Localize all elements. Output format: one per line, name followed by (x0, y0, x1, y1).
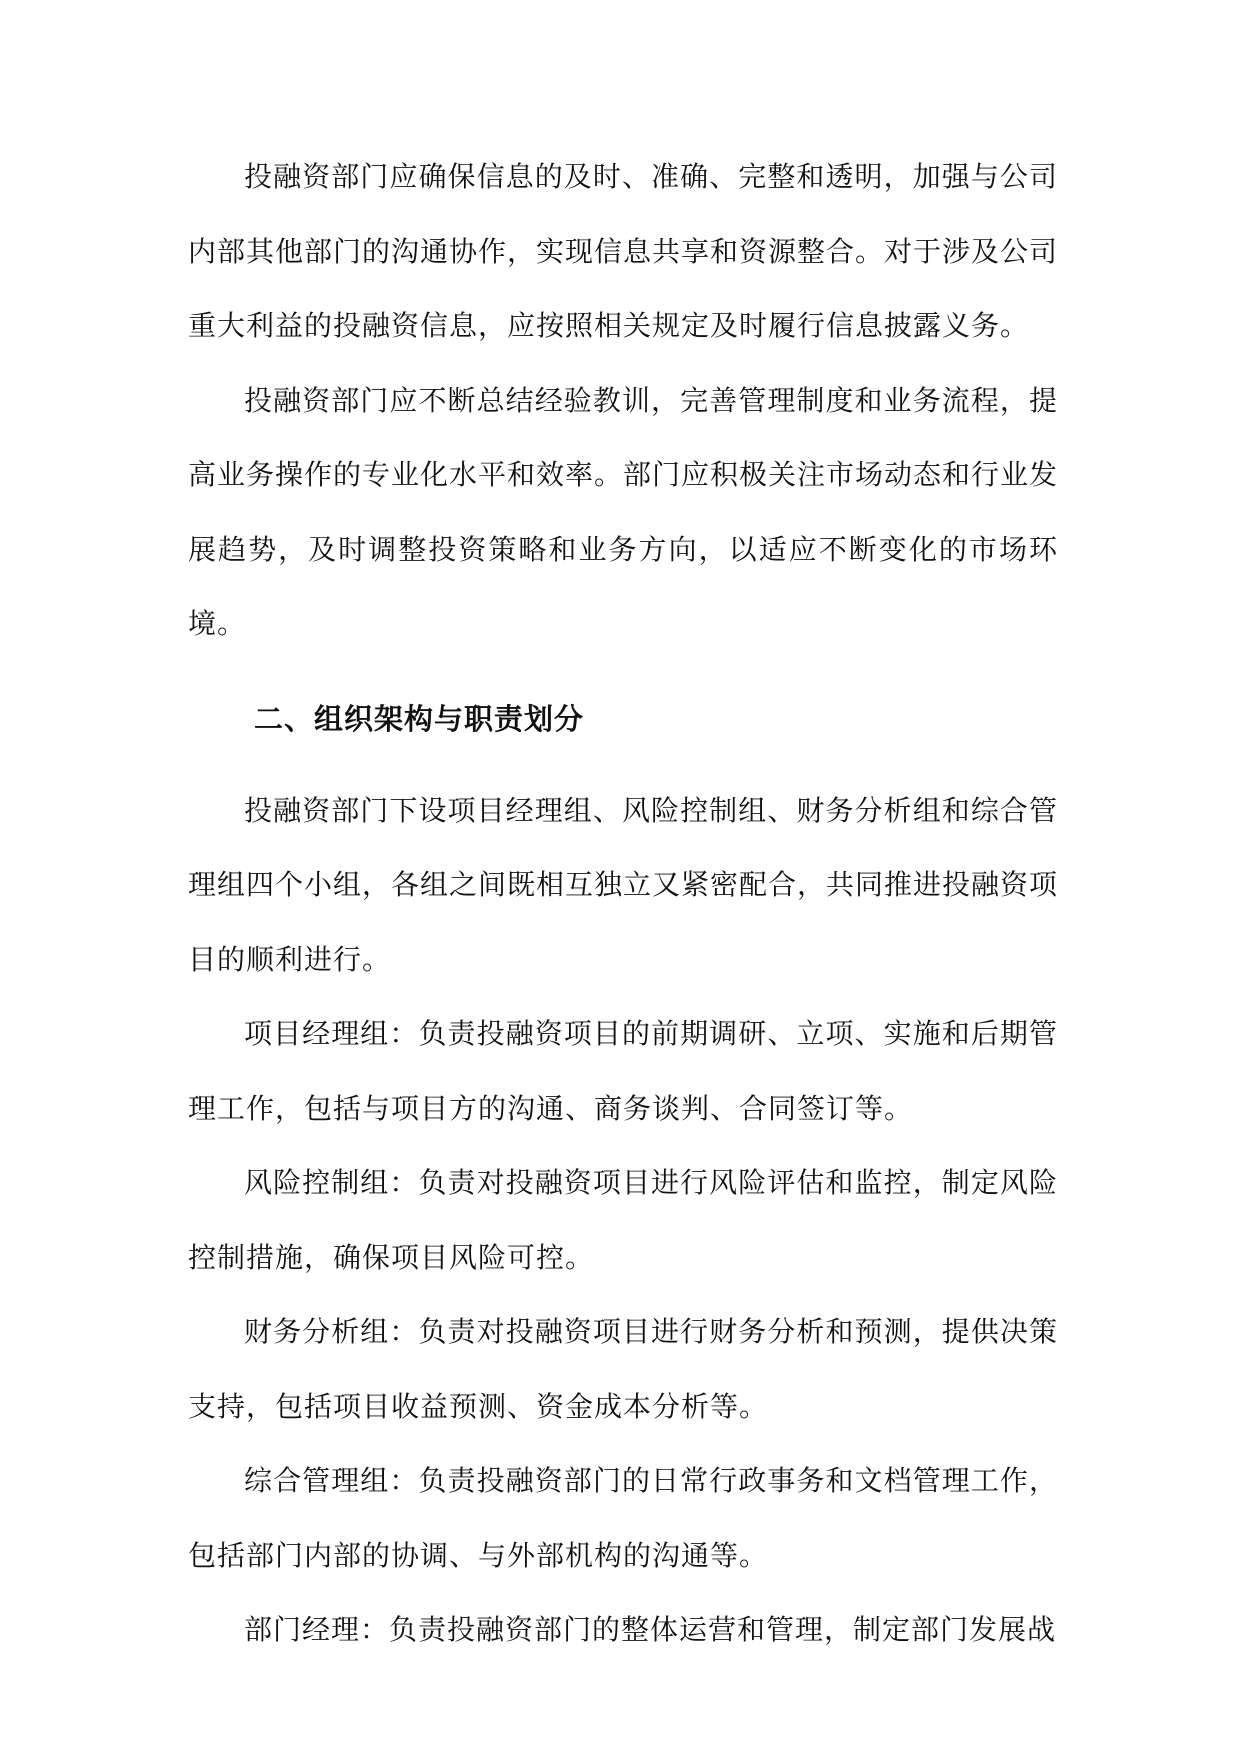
paragraph-info-disclosure: 投融资部门应确保信息的及时、准确、完整和透明，加强与公司内部其他部门的沟通协作，实现信息共享和资源整合。对于涉及公司重大利益的投融资信息，应按照相关规定及时履行信息披露义务。 (188, 160, 1059, 342)
section-heading: 二、组织架构与职责划分 (254, 701, 585, 736)
paragraph-department-manager: 部门经理：负责投融资部门的整体运营和管理，制定部门发展战 (244, 1613, 1057, 1646)
paragraph-financial-analysis-group: 财务分析组：负责对投融资项目进行财务分析和预测，提供决策支持，包括项目收益预测、资金成本分析等。 (188, 1315, 1058, 1423)
paragraph-risk-control-group: 风险控制组：负责对投融资项目进行风险评估和监控，制定风险控制措施，确保项目风险可控。 (188, 1166, 1058, 1274)
document-body (188, 140, 1058, 1668)
paragraph-general-management-group: 综合管理组：负责投融资部门的日常行政事务和文档管理工作，包括部门内部的协调、与外部机构的沟通等。 (188, 1464, 1058, 1572)
paragraph-org-structure: 投融资部门下设项目经理组、风险控制组、财务分析组和综合管理组四个小组，各组之间既相互独立又紧密配合，共同推进投融资项目的顺利进行。 (188, 793, 1059, 976)
paragraph-improvement: 投融资部门应不断总结经验教训，完善管理制度和业务流程，提高业务操作的专业化水平和效率。部门应积极关注市场动态和行业发展趋势，及时调整投资策略和业务方向，以适应不断变化的市场环境。 (188, 383, 1059, 640)
paragraph-project-manager-group: 项目经理组：负责投融资项目的前期调研、立项、实施和后期管理工作，包括与项目方的沟通、商务谈判、合同签订等。 (188, 1017, 1058, 1125)
